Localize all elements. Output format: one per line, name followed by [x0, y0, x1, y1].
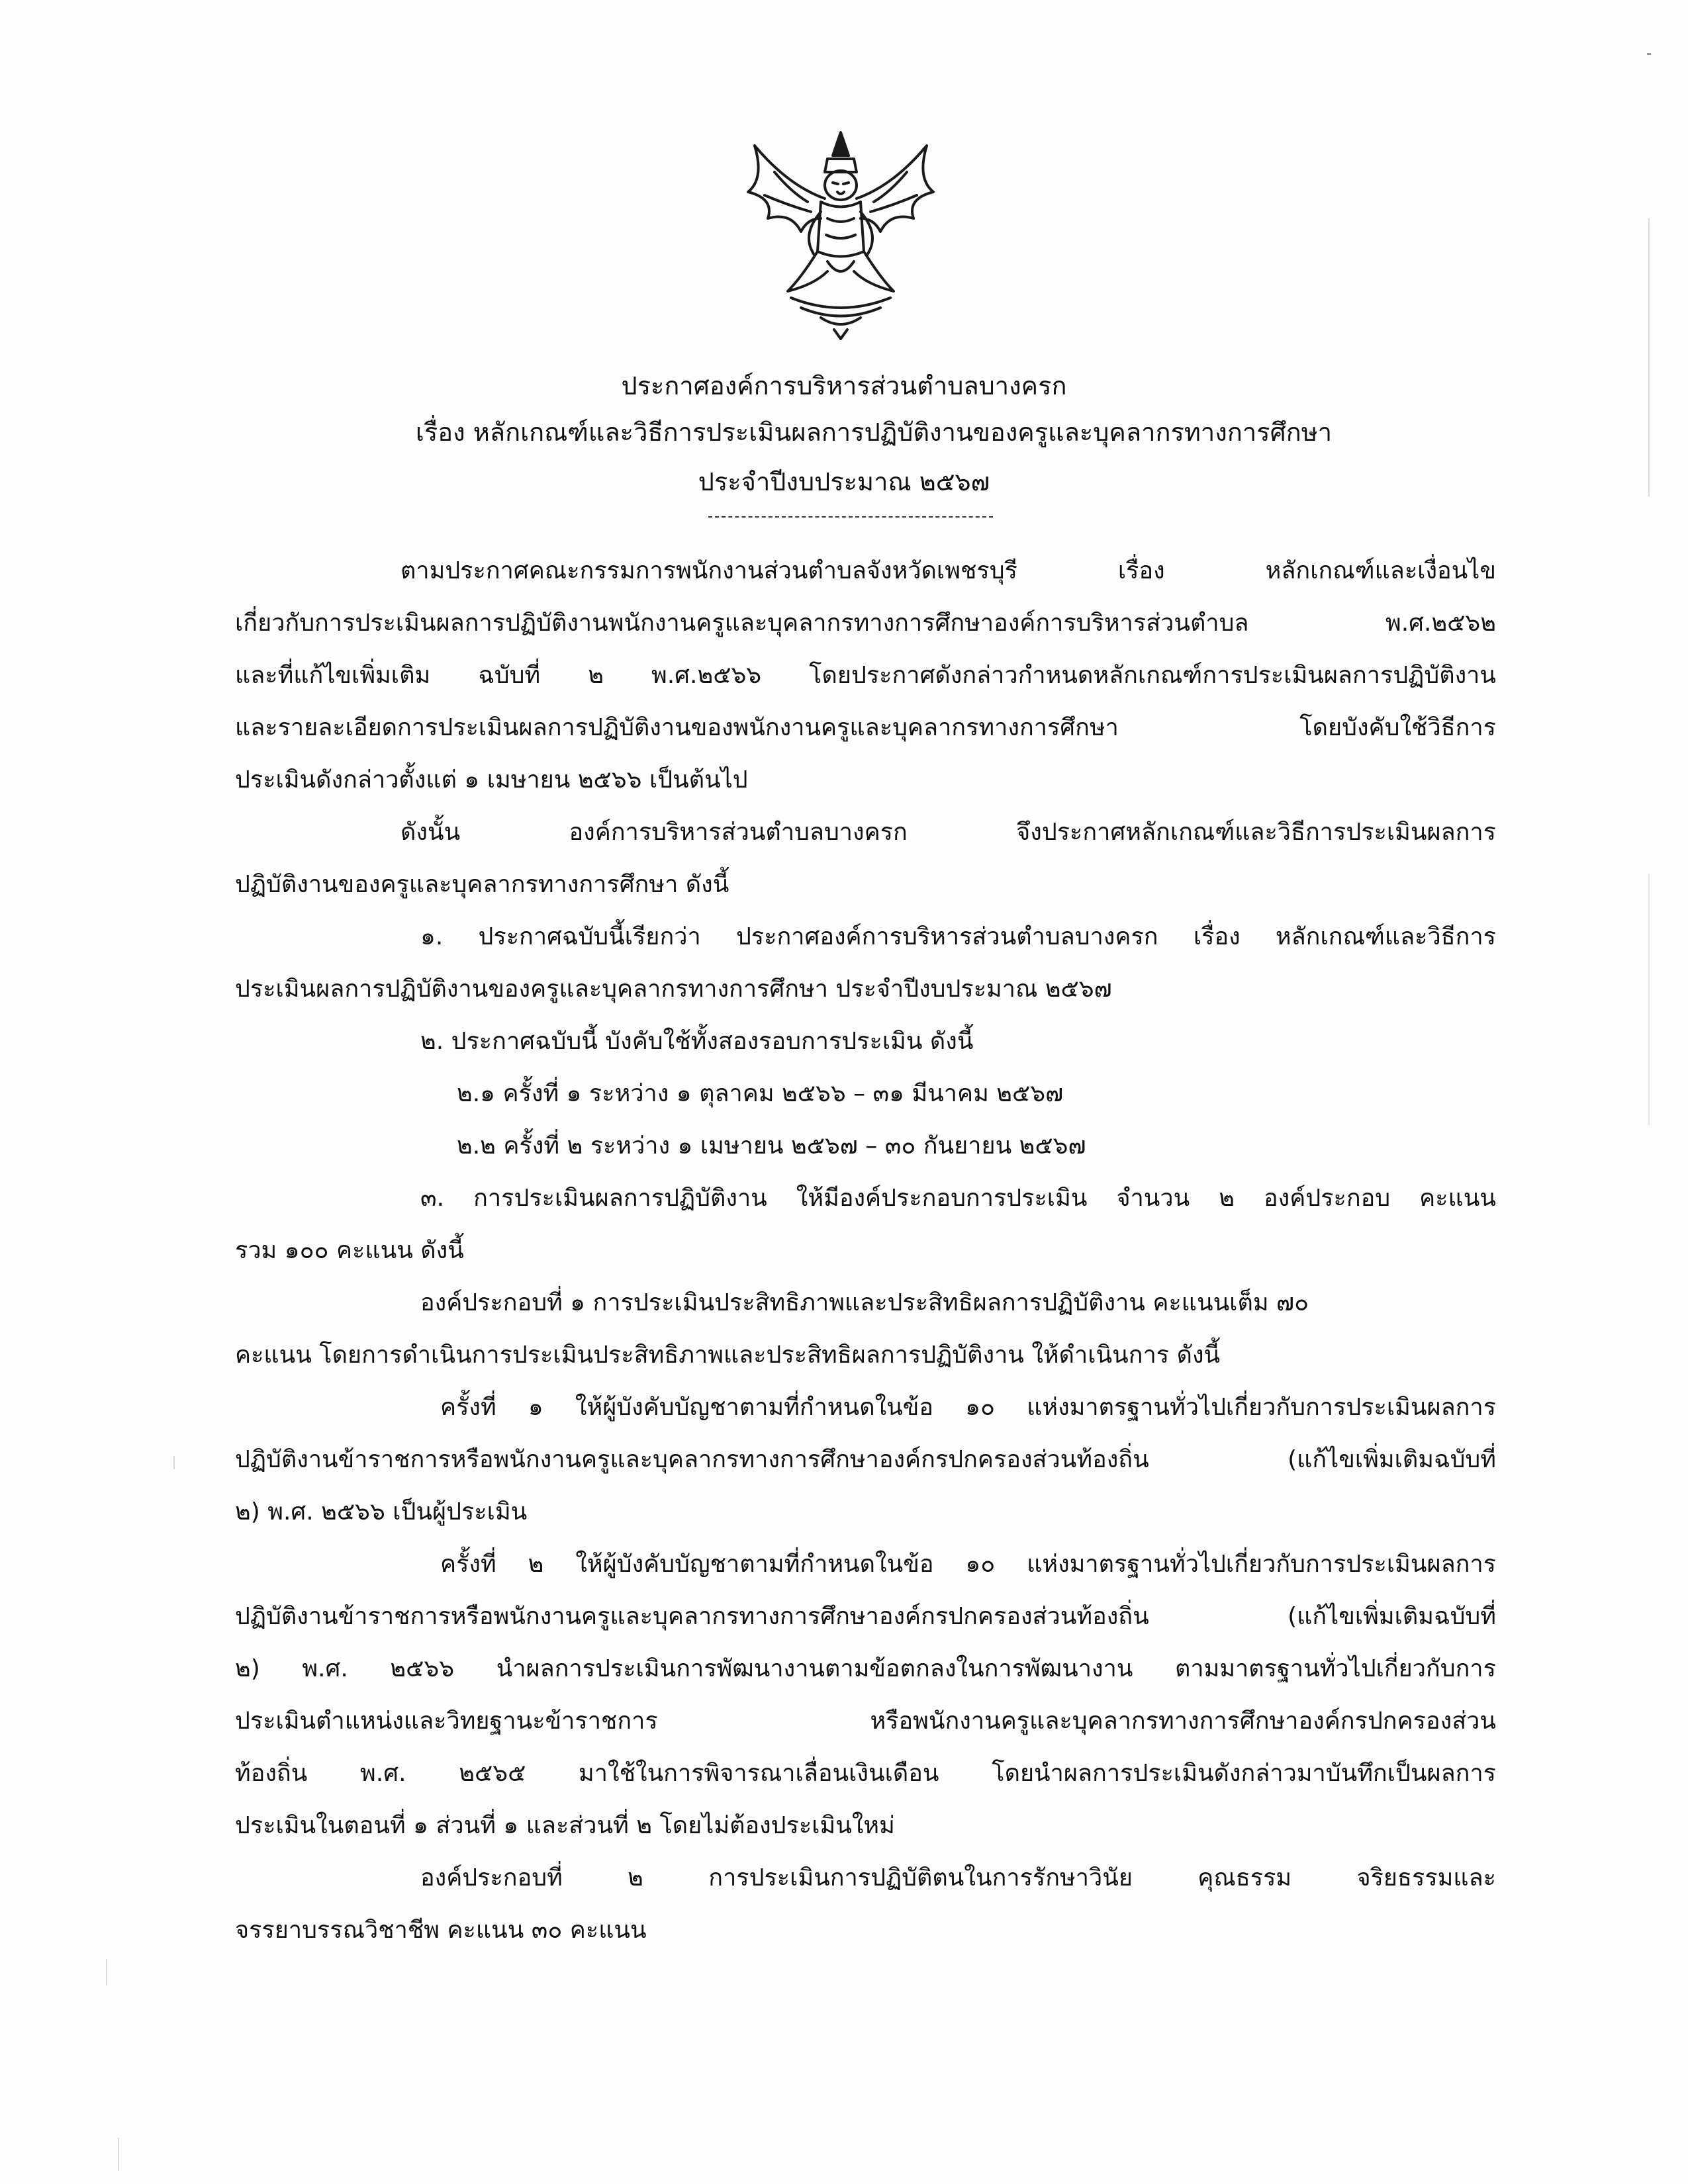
body-line-13: ๓. การประเมินผลการปฏิบัติงาน ให้มีองค์ประกอบการประเมิน จำนวน ๒ องค์ประกอบ คะแนน — [420, 1185, 1496, 1212]
body-line-25: ประเมินในตอนที่ ๑ ส่วนที่ ๑ และส่วนที่ ๒ โดยไม่ต้องประเมินใหม่ — [235, 1812, 895, 1839]
body-line-3: และที่แก้ไขเพิ่มเติม ฉบับที่ ๒ พ.ศ.๒๕๖๖ โดยประกาศดังกล่าวกำหนดหลักเกณฑ์การประเมินผลการปฏิบัติงาน — [235, 662, 1496, 689]
body-line-22: ๒) พ.ศ. ๒๕๖๖ นำผลการประเมินการพัฒนางานตามข้อตกลงในการพัฒนางาน ตามมาตรฐานทั่วไปเกี่ยวกับการ — [235, 1655, 1496, 1682]
body-line-19: ๒) พ.ศ. ๒๕๖๖ เป็นผู้ประเมิน — [235, 1498, 528, 1525]
body-line-7: ปฏิบัติงานของครูและบุคลากรทางการศึกษา ดังนี้ — [235, 871, 729, 898]
body-line-2: เกี่ยวกับการประเมินผลการปฏิบัติงานพนักงานครูและบุคลากรทางการศึกษาองค์การบริหารส่วนตำบล พ.ศ.๒๕๖๒ — [235, 610, 1496, 637]
body-line-8: ๑. ประกาศฉบับนี้เรียกว่า ประกาศองค์การบริหารส่วนตำบลบางครก เรื่อง หลักเกณฑ์และวิธีการ — [420, 923, 1496, 950]
body-line-16: คะแนน โดยการดำเนินการประเมินประสิทธิภาพและประสิทธิผลการปฏิบัติงาน ให้ดำเนินการ ดังนี้ — [235, 1342, 1221, 1369]
garuda-emblem-icon — [728, 119, 953, 344]
scan-speck — [173, 1456, 175, 1469]
body-line-24: ท้องถิ่น พ.ศ. ๒๕๖๕ มาใช้ในการพิจารณาเลื่อนเงินเดือน โดยนำผลการประเมินดังกล่าวมาบันทึกเป็นผลการ — [235, 1760, 1496, 1787]
body-line-21: ปฏิบัติงานข้าราชการหรือพนักงานครูและบุคลากรทางการศึกษาองค์กรปกครองส่วนท้องถิ่น (แก้ไขเพิ่มเติมฉบับที่ — [235, 1603, 1496, 1630]
body-line-11: ๒.๑ ครั้งที่ ๑ ระหว่าง ๑ ตุลาคม ๒๕๖๖ – ๓๑ มีนาคม ๒๕๖๗ — [457, 1080, 1064, 1107]
announcement-subject: เรื่อง หลักเกณฑ์และวิธีการประเมินผลการปฏิบัติงานของครูและบุคลากรทางการศึกษา — [415, 418, 1333, 447]
scan-speck — [106, 1959, 107, 1985]
body-line-5: ประเมินดังกล่าวตั้งแต่ ๑ เมษายน ๒๕๖๖ เป็นต้นไป — [235, 766, 748, 794]
body-line-1: ตามประกาศคณะกรรมการพนักงานส่วนตำบลจังหวัดเพชรบุรี เรื่อง หลักเกณฑ์และเงื่อนไข — [400, 557, 1496, 584]
scan-speck — [118, 2138, 119, 2171]
body-line-20: ครั้งที่ ๒ ให้ผู้บังคับบัญชาตามที่กำหนดในข้อ ๑๐ แห่งมาตรฐานทั่วไปเกี่ยวกับการประเมินผลการ — [440, 1551, 1496, 1578]
body-line-23: ประเมินตำแหน่งและวิทยฐานะข้าราชการ หรือพนักงานครูและบุคลากรทางการศึกษาองค์กรปกครองส่วน — [235, 1707, 1496, 1735]
body-line-15: องค์ประกอบที่ ๑ การประเมินประสิทธิภาพและประสิทธิผลการปฏิบัติงาน คะแนนเต็ม ๗๐ — [420, 1289, 1309, 1316]
body-line-17: ครั้งที่ ๑ ให้ผู้บังคับบัญชาตามที่กำหนดในข้อ ๑๐ แห่งมาตรฐานทั่วไปเกี่ยวกับการประเมินผลการ — [440, 1394, 1496, 1421]
separator-line — [708, 516, 993, 518]
announcement-title: ประกาศองค์การบริหารส่วนตำบลบางครก — [621, 371, 1067, 400]
scan-edge-line — [1648, 874, 1650, 1125]
body-line-27: จรรยาบรรณวิชาชีพ คะแนน ๓๐ คะแนน — [235, 1917, 647, 1944]
body-line-10: ๒. ประกาศฉบับนี้ บังคับใช้ทั้งสองรอบการประเมิน ดังนี้ — [420, 1028, 974, 1055]
body-line-6: ดังนั้น องค์การบริหารส่วนตำบลบางครก จึงประกาศหลักเกณฑ์และวิธีการประเมินผลการ — [400, 819, 1496, 846]
body-line-26: องค์ประกอบที่ ๒ การประเมินการปฏิบัติตนในการรักษาวินัย คุณธรรม จริยธรรมและ — [420, 1864, 1496, 1891]
body-line-14: รวม ๑๐๐ คะแนน ดังนี้ — [235, 1237, 464, 1264]
body-line-9: ประเมินผลการปฏิบัติงานของครูและบุคลากรทางการศึกษา ประจำปีงบประมาณ ๒๕๖๗ — [235, 976, 1112, 1003]
body-line-18: ปฏิบัติงานข้าราชการหรือพนักงานครูและบุคลากรทางการศึกษาองค์กรปกครองส่วนท้องถิ่น (แก้ไขเพิ่มเติมฉบับที่ — [235, 1446, 1496, 1473]
body-line-4: และรายละเอียดการประเมินผลการปฏิบัติงานของพนักงานครูและบุคลากรทางการศึกษา โดยบังคับใช้วิธีการ — [235, 714, 1496, 741]
scan-edge-line — [1648, 218, 1650, 496]
scan-speck — [1647, 53, 1651, 55]
announcement-fiscal-year: ประจำปีงบประมาณ ๒๕๖๗ — [698, 467, 990, 496]
body-line-12: ๒.๒ ครั้งที่ ๒ ระหว่าง ๑ เมษายน ๒๕๖๗ – ๓๐ กันยายน ๒๕๖๗ — [457, 1132, 1086, 1160]
